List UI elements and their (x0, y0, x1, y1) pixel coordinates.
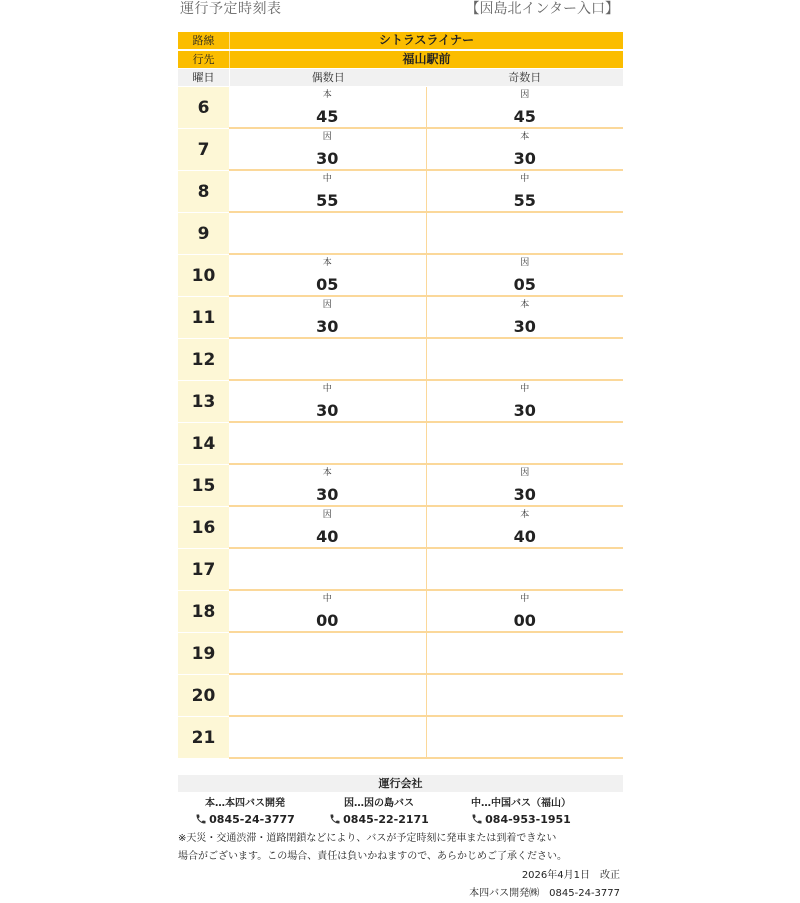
even-day-cell (229, 171, 427, 213)
departure-minute: 30 (513, 149, 536, 168)
hour-cell: 11 (178, 297, 229, 339)
departure-minute: 30 (513, 317, 536, 336)
departure-minute: 55 (316, 191, 339, 210)
hour-cell: 12 (178, 339, 229, 381)
table-row (178, 297, 623, 339)
even-day-cell (229, 297, 427, 339)
day-label: 曜日 (178, 69, 230, 86)
odd-day-cell (427, 297, 624, 339)
departure-minute: 30 (513, 401, 536, 420)
revision-date: 2026年4月1日 改正 (521, 870, 620, 881)
operator-mark: 中 (520, 384, 530, 394)
phone-icon (329, 813, 341, 825)
day-header-row (178, 69, 623, 86)
operator-mark: 因 (322, 132, 332, 142)
phone-icon (195, 813, 207, 825)
table-row (178, 591, 623, 633)
odd-day-cell (427, 633, 624, 675)
departure-minute: 00 (316, 611, 339, 630)
operator-mark: 因 (520, 258, 530, 268)
footer (178, 775, 623, 903)
notice-line-1: ※天災・交通渋滞・道路閉鎖などにより、バスが予定時刻に発車または到着できない (178, 833, 557, 844)
table-row (178, 675, 623, 717)
operator-phone-chugoku[interactable] (446, 813, 596, 826)
odd-day-cell (427, 591, 624, 633)
departure-minute: 30 (316, 401, 339, 420)
stop-name: 【因島北インター入口】 (465, 1, 619, 17)
even-day-cell (229, 255, 427, 297)
operator-mark: 本 (322, 90, 332, 100)
route-row (178, 32, 623, 49)
odd-day-cell (427, 129, 624, 171)
operator-name-chugoku: 中…中国バス（福山） (471, 797, 571, 809)
odd-day-cell (427, 675, 624, 717)
even-day-cell (229, 633, 427, 675)
operator-mark: 中 (322, 174, 332, 184)
odd-day-cell (427, 423, 624, 465)
table-row (178, 549, 623, 591)
table-row (178, 87, 623, 129)
table-row (178, 255, 623, 297)
odd-day-cell (427, 549, 624, 591)
operator-mark: 因 (322, 510, 332, 520)
hour-cell: 14 (178, 423, 229, 465)
table-row (178, 717, 623, 759)
table-row (178, 213, 623, 255)
operator-name-innoshima: 因…因の島バス (344, 797, 414, 809)
even-day-cell (229, 423, 427, 465)
table-row (178, 339, 623, 381)
route-name: シトラスライナー (378, 33, 475, 47)
departure-minute: 05 (316, 275, 339, 294)
hour-cell: 6 (178, 87, 229, 129)
odd-day-cell (427, 381, 624, 423)
operator-mark: 中 (520, 174, 530, 184)
operator-mark: 本 (520, 300, 530, 310)
operator-mark: 本 (520, 510, 530, 520)
hour-cell: 20 (178, 675, 229, 717)
phone-number: 084-953-1951 (485, 812, 571, 826)
operator-mark: 因 (520, 90, 530, 100)
odd-day-cell (427, 717, 624, 759)
even-day-cell (229, 549, 427, 591)
operator-phone-innoshima[interactable] (312, 813, 446, 826)
phone-number: 0845-24-3777 (209, 812, 295, 826)
departure-minute: 30 (316, 317, 339, 336)
departure-minute: 40 (513, 527, 536, 546)
table-row (178, 633, 623, 675)
operator-mark: 因 (520, 468, 530, 478)
column-odd-days: 奇数日 (508, 71, 542, 84)
even-day-cell (229, 381, 427, 423)
hour-cell: 15 (178, 465, 229, 507)
departure-minute: 45 (513, 107, 536, 126)
departure-minute: 55 (513, 191, 536, 210)
operator-mark: 本 (520, 132, 530, 142)
destination-name: 福山駅前 (402, 52, 451, 66)
hour-cell: 17 (178, 549, 229, 591)
table-row (178, 381, 623, 423)
table-row (178, 129, 623, 171)
operator-mark: 中 (322, 384, 332, 394)
even-day-cell (229, 591, 427, 633)
hour-cell: 7 (178, 129, 229, 171)
hour-cell: 10 (178, 255, 229, 297)
even-day-cell (229, 87, 427, 129)
table-row (178, 465, 623, 507)
even-day-cell (229, 675, 427, 717)
odd-day-cell (427, 465, 624, 507)
hour-cell: 16 (178, 507, 229, 549)
odd-day-cell (427, 171, 624, 213)
title-row (178, 0, 623, 22)
odd-day-cell (427, 213, 624, 255)
odd-day-cell (427, 87, 624, 129)
phone-number: 0845-22-2171 (343, 812, 429, 826)
timetable-grid (178, 87, 623, 759)
destination-label: 行先 (178, 51, 230, 68)
hour-cell: 9 (178, 213, 229, 255)
odd-day-cell (427, 255, 624, 297)
even-day-cell (229, 213, 427, 255)
operator-phones (178, 810, 623, 828)
hour-cell: 19 (178, 633, 229, 675)
route-label: 路線 (178, 32, 230, 49)
operator-names (178, 792, 623, 810)
table-row (178, 423, 623, 465)
even-day-cell (229, 339, 427, 381)
table-row (178, 507, 623, 549)
departure-minute: 30 (316, 485, 339, 504)
destination-row (178, 51, 623, 68)
operator-mark: 因 (322, 300, 332, 310)
operators-title: 運行会社 (178, 775, 623, 792)
notice-text (178, 830, 623, 866)
operator-phone-honshi[interactable] (178, 813, 312, 826)
even-day-cell (229, 129, 427, 171)
page-title: 運行予定時刻表 (180, 1, 282, 17)
operator-mark: 中 (322, 594, 332, 604)
departure-minute: 00 (513, 611, 536, 630)
hour-cell: 13 (178, 381, 229, 423)
departure-minute: 30 (513, 485, 536, 504)
operator-mark: 本 (322, 468, 332, 478)
timetable-page (178, 0, 623, 899)
hour-cell: 21 (178, 717, 229, 759)
hour-cell: 8 (178, 171, 229, 213)
operator-name-honshi: 本…本四バス開発 (205, 797, 285, 809)
publisher-info: 本四バス開発㈱ 0845-24-3777 (469, 888, 620, 899)
operator-mark: 本 (322, 258, 332, 268)
operator-mark: 中 (520, 594, 530, 604)
phone-icon (471, 813, 483, 825)
even-day-cell (229, 507, 427, 549)
departure-minute: 05 (513, 275, 536, 294)
departure-minute: 45 (316, 107, 339, 126)
column-even-days: 偶数日 (311, 71, 345, 84)
departure-minute: 40 (316, 527, 339, 546)
odd-day-cell (427, 339, 624, 381)
departure-minute: 30 (316, 149, 339, 168)
even-day-cell (229, 717, 427, 759)
odd-day-cell (427, 507, 624, 549)
hour-cell: 18 (178, 591, 229, 633)
table-row (178, 171, 623, 213)
even-day-cell (229, 465, 427, 507)
notice-line-2: 場合がございます。この場合、責任は負いかねますので、あらかじめご了承ください。 (178, 851, 567, 862)
